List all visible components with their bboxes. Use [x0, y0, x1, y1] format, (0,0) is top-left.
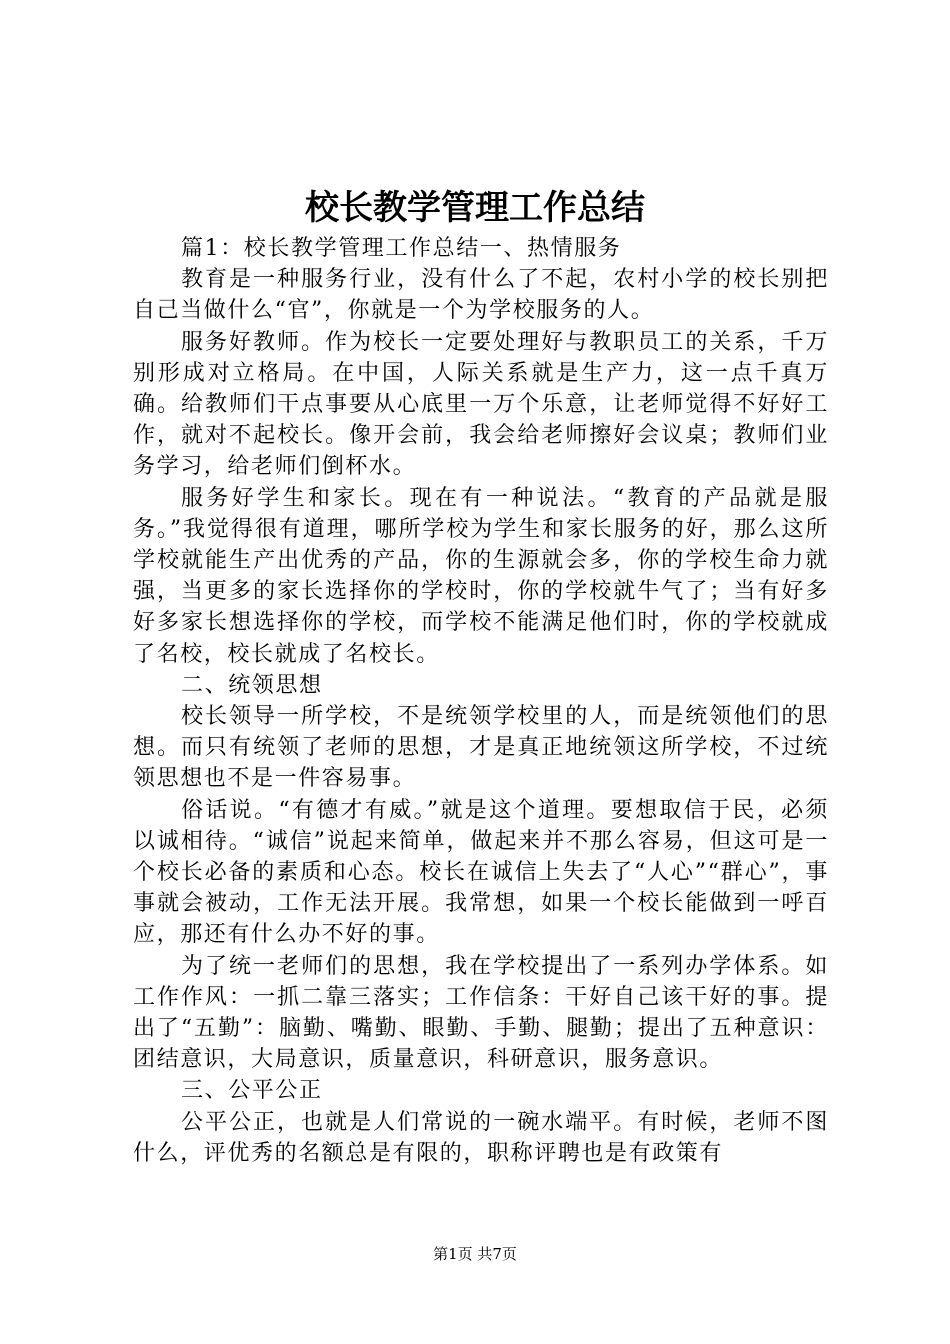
- paragraph-6: 为了统一老师们的思想，我在学校提出了一系列办学体系。如工作作风：一抓二靠三落实；工作信条：干好自己该干好的事。提出了“五勤”：脑勤、嘴勤、眼勤、手勤、腿勤；提出了五种意识：团结意识，大局意识，质量意识，科研意识，服务意识。: [133, 953, 829, 1073]
- paragraph-1: 教育是一种服务行业，没有什么了不起，农村小学的校长别把自己当做什么“官”，你就是一个为学校服务的人。: [133, 267, 829, 324]
- paragraph-4: 校长领导一所学校，不是统领学校里的人，而是统领他们的思想。而只有统领了老师的思想，才是真正地统领这所学校，不过统领思想也不是一件容易事。: [133, 704, 829, 792]
- document-body: [133, 233, 829, 1169]
- paragraph-5: 俗话说。“有德才有威。”就是这个道理。要想取信于民，必须以诚相待。“诚信”说起来简单，做起来并不那么容易，但这可是一个校长必备的素质和心态。校长在诚信上失去了“人心”“群心”，事事就会被动，工作无法开展。我常想，如果一个校长能做到一呼百应，那还有什么办不好的事。: [133, 797, 829, 948]
- paragraph-7: 公平公正，也就是人们常说的一碗水端平。有时候，老师不图什么，评优秀的名额总是有限的，职称评聘也是有政策有: [133, 1109, 829, 1166]
- intro-heading: 篇1：校长教学管理工作总结一、热情服务: [181, 236, 622, 261]
- page-footer: 第1页 共7页: [433, 1245, 517, 1263]
- section-heading-3: 三、公平公正: [181, 1078, 323, 1104]
- document-title: 校长教学管理工作总结: [305, 188, 645, 228]
- paragraph-2: 服务好教师。作为校长一定要处理好与教职员工的关系，千万别形成对立格局。在中国，人际关系就是生产力，这一点千真万确。给教师们干点事要从心底里一万个乐意，让老师觉得不好好工作，就对不起校长。像开会前，我会给老师擦好会议桌；教师们业务学习，给老师们倒杯水。: [133, 329, 829, 480]
- section-heading-2: 二、统领思想: [181, 672, 323, 698]
- paragraph-3: 服务好学生和家长。现在有一种说法。“教育的产品就是服务。”我觉得很有道理，哪所学校为学生和家长服务的好，那么这所学校就能生产出优秀的产品，你的生源就会多，你的学校生命力就强，当更多的家长选择你的学校时，你的学校就牛气了；当有好多好多家长想选择你的学校，而学校不能满足他们时，你的学校就成了名校，校长就成了名校长。: [133, 485, 829, 667]
